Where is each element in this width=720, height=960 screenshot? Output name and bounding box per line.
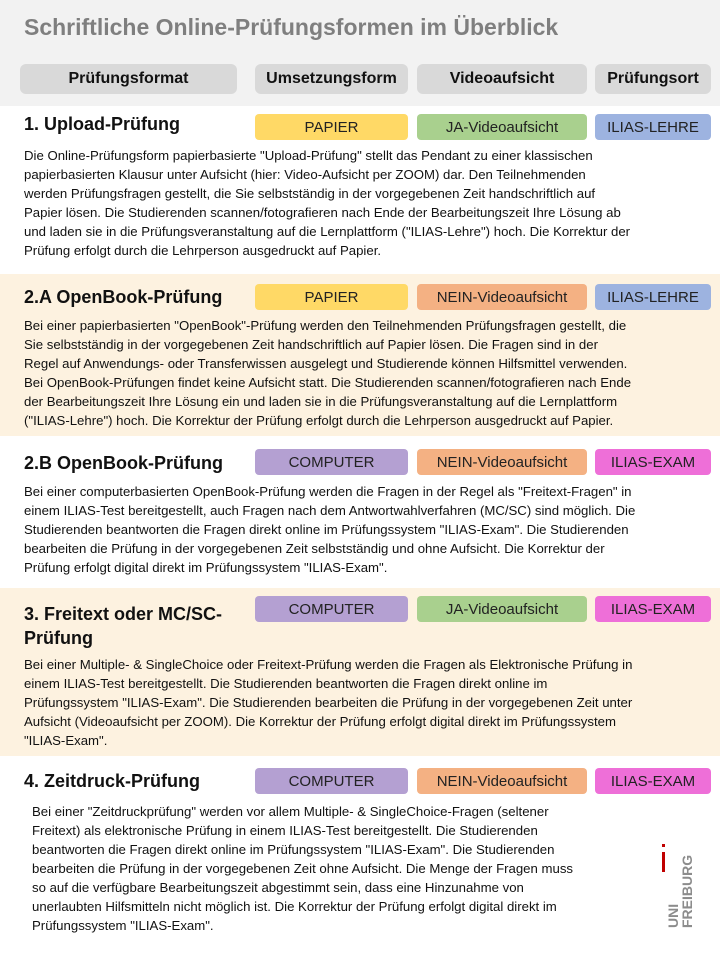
- column-header-implementation: Umsetzungsform: [255, 64, 408, 94]
- section-description: Bei einer computerbasierten OpenBook-Prüfung werden die Fragen in der Regel als "Freitext-Fragen" in einem ILIAS-Test bereitgestellt, auch Fragen nach dem Antwortwahlverfahren (MC/SC) sind möglich. Die Studierenden beantworten die Fragen direkt online im Prüfungssystem "ILIAS-Exam". Die Studierenden bearbeiten die Prüfung in der vorgegebenen Zeit selbstständig und ohne Aufsicht. Die Korrektur der Prüfung erfolgt digital direkt im Prüfungssystem "ILIAS-Exam".: [24, 484, 636, 575]
- section-title: 1. Upload-Prüfung: [24, 114, 180, 134]
- section-description: Bei einer "Zeitdruckprüfung" werden vor allem Multiple- & SingleChoice-Fragen (seltener Freitext) als elektronische Prüfung in einem ILIAS-Test bereitgestellt. Die Studierenden beantworten die Fragen direkt online im Prüfungssystem "ILIAS-Exam". Die Studierenden bearbeiten die Prüfung in der vorgegebenen Zeit ohne Aufsicht. Die Menge der Fragen muss so auf die verfügbare Bearbeitungszeit abgestimmt sein, dass eine Hinzunahme von unerlaubten Hilfsmitteln nicht möglich ist. Die Korrektur der Prüfung erfolgt digital direkt im Prüfungssystem "ILIAS-Exam".: [32, 804, 574, 933]
- badge-supervision: NEIN-Videoaufsicht: [417, 768, 587, 794]
- column-header-location: Prüfungsort: [595, 64, 711, 94]
- uni-freiburg-logo: [648, 836, 708, 936]
- logo-accent-bar: [662, 852, 665, 872]
- logo-uni-text: UNI: [665, 903, 681, 928]
- badge-supervision: NEIN-Videoaufsicht: [417, 284, 587, 310]
- badge-location: ILIAS-EXAM: [595, 768, 711, 794]
- column-header-format: Prüfungsformat: [20, 64, 237, 94]
- badge-supervision: JA-Videoaufsicht: [417, 114, 587, 140]
- section-zeitdruck: [0, 758, 720, 958]
- section-title: 4. Zeitdruck-Prüfung: [24, 771, 201, 791]
- badge-implementation: COMPUTER: [255, 449, 408, 475]
- section-title: 2.B OpenBook-Prüfung: [24, 453, 223, 473]
- badge-location: ILIAS-LEHRE: [595, 284, 711, 310]
- section-openbook-computer: [0, 438, 720, 586]
- section-description: Bei einer papierbasierten "OpenBook"-Prüfung werden den Teilnehmenden Prüfungsfragen gestellt, die Sie selbstständig in der vorgegebenen Zeit handschriftlich auf Papier lösen. Die Fragen sind in der Regel auf Anwendungs- oder Transferwissen ausgelegt und Studierende können Hilfsmittel verwenden. Bei OpenBook-Prüfungen findet keine Aufsicht statt. Die Studierenden scannen/fotografieren nach Ende der Bearbeitungszeit Ihre Lösung ein und laden sie in die Prüfungsveranstaltung auf die Lernplattform ("ILIAS-Lehre") hoch. Die Korrektur der Prüfung erfolgt durch die Lehrperson ausgedruckt auf Papier.: [24, 318, 632, 428]
- section-title: 3. Freitext oder MC/SC-Prüfung: [24, 604, 223, 648]
- logo-freiburg-text: FREIBURG: [679, 854, 695, 928]
- logo-accent-dot: [662, 844, 665, 847]
- section-upload-pruefung: [0, 106, 720, 272]
- header-bar: [0, 0, 720, 106]
- section-description: Bei einer Multiple- & SingleChoice oder Freitext-Prüfung werden die Fragen als Elektronische Prüfung in einem ILIAS-Test bereitgestellt. Die Studierenden beantworten die Fragen direkt online im Prüfungssystem "ILIAS-Exam". Die Studierenden bearbeiten die Prüfung in der vorgegebenen Zeit unter Aufsicht (Videoaufsicht per ZOOM). Die Korrektur der Prüfung erfolgt digital direkt im Prüfungssystem "ILIAS-Exam".: [24, 657, 633, 748]
- section-freitext-mcsc: [0, 588, 720, 756]
- badge-implementation: PAPIER: [255, 114, 408, 140]
- badge-supervision: JA-Videoaufsicht: [417, 596, 587, 622]
- column-header-supervision: Videoaufsicht: [417, 64, 587, 94]
- badge-implementation: COMPUTER: [255, 596, 408, 622]
- badge-implementation: PAPIER: [255, 284, 408, 310]
- page-title: Schriftliche Online-Prüfungsformen im Überblick: [24, 14, 559, 40]
- section-description: Die Online-Prüfungsform papierbasierte "Upload-Prüfung" stellt das Pendant zu einer klassischen papierbasierten Klausur unter Aufsicht (hier: Video-Aufsicht per ZOOM) dar. Den Teilnehmenden werden Prüfungsfragen gestellt, die Sie selbstständig in der vorgegebenen Zeit handschriftlich auf Papier lösen. Die Studierenden scannen/fotografieren nach Ende der Bearbeitungszeit Ihre Lösung ab und laden sie in die Prüfungsveranstaltung auf die Lernplattform ("ILIAS-Lehre") hoch. Die Korrektur der Prüfung erfolgt durch die Lehrperson ausgedruckt auf Papier.: [24, 148, 631, 258]
- section-openbook-papier: [0, 274, 720, 436]
- badge-location: ILIAS-EXAM: [595, 449, 711, 475]
- badge-location: ILIAS-LEHRE: [595, 114, 711, 140]
- badge-supervision: NEIN-Videoaufsicht: [417, 449, 587, 475]
- badge-implementation: COMPUTER: [255, 768, 408, 794]
- section-title: 2.A OpenBook-Prüfung: [24, 287, 223, 307]
- badge-location: ILIAS-EXAM: [595, 596, 711, 622]
